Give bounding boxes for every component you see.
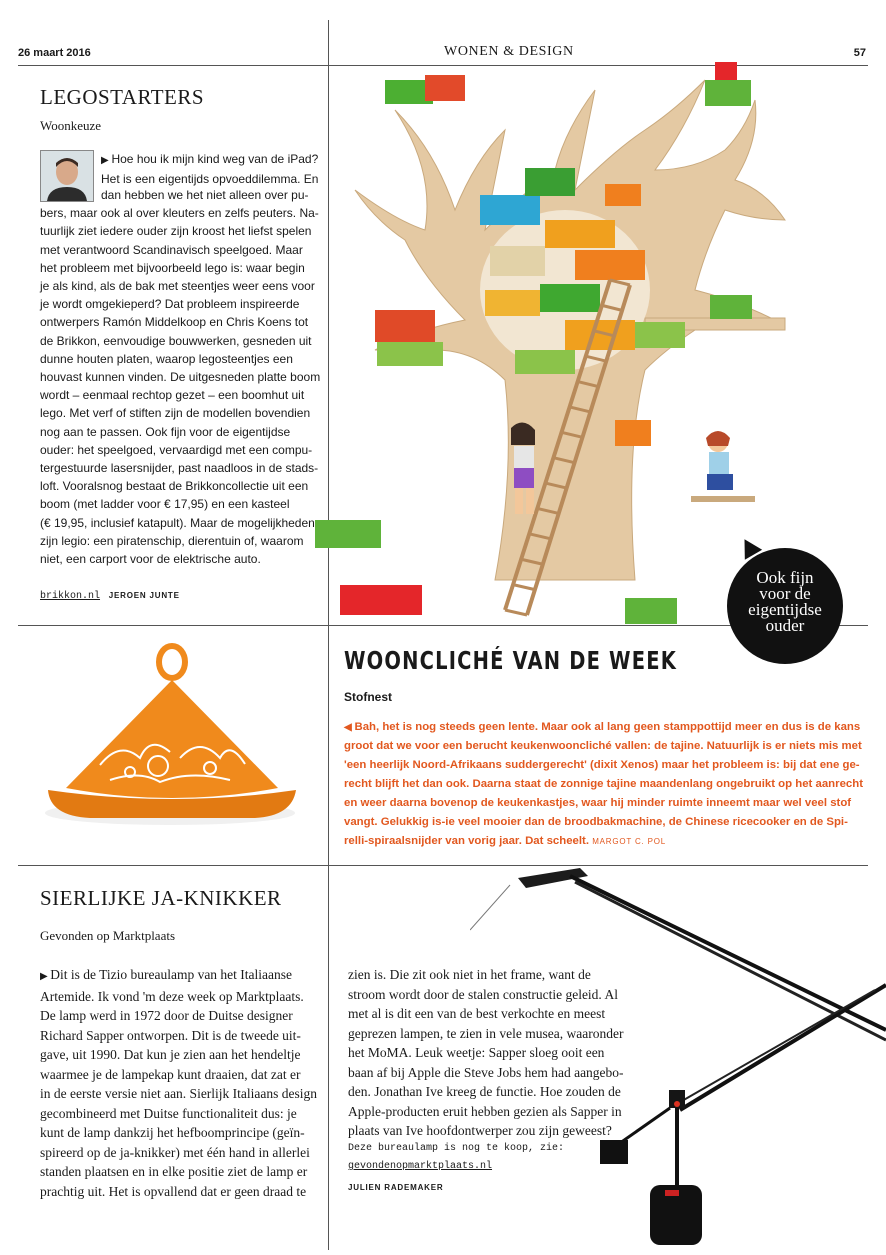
quote-line: Ook fijn — [756, 568, 814, 587]
body-line: lego. Met verf of stiften zijn de modellen bovendien — [40, 406, 311, 421]
article-title-legostarters: LEGOSTARTERS — [40, 85, 205, 109]
page-number: 57 — [853, 47, 866, 59]
body-line: geprezen lampen, te zien in vele musea, waaronder — [348, 1025, 624, 1041]
body-line: boom (met ladder voor € 17,95) en een kasteel — [40, 497, 290, 512]
arrow-left-icon: ◀ — [344, 722, 355, 733]
body-line: gecombineerd met Duitse functionaliteit dus: je — [40, 1105, 297, 1121]
quote-line: ouder — [765, 616, 805, 635]
brikkon-link[interactable]: brikkon.nl — [40, 591, 101, 602]
body-line: je als kind, als de bak met steentjes weer eens voor — [40, 279, 315, 294]
quote-bubble — [727, 548, 843, 664]
brikkon-tree-illustration — [315, 50, 875, 630]
body-line: met al is dit een van de best verkochte en meest — [348, 1006, 606, 1021]
body-line: dan hebben we het niet alleen over pu- — [101, 188, 309, 202]
body-line: in de eerste versie niet aan. Sierlijk Italiaans design — [40, 1086, 318, 1101]
author-credit: JULIEN RADEMAKER — [348, 1183, 444, 1192]
tajine-image — [30, 640, 320, 830]
author-credit: JEROEN JUNTE — [108, 591, 180, 600]
body-line: ▶ Hoe hou ik mijn kind weg van de iPad? — [101, 152, 319, 166]
body-line: plaats van Ive hoofdontwerper zou zijn geweest? — [348, 1123, 612, 1138]
issue-date: 26 maart 2016 — [18, 47, 91, 59]
ladder-rung — [513, 585, 535, 590]
body-line: dunne houten platen, waarop legosteentjes een — [40, 351, 293, 366]
body-line: ▶ Dit is de Tizio bureaulamp van het Italiaanse — [40, 967, 293, 982]
body-line: baan af bij Apple die Steve Jobs hem had aangebo- — [348, 1064, 624, 1080]
article-kicker: Gevonden op Marktplaats — [40, 928, 176, 943]
quote-line: voor de — [759, 584, 811, 603]
middle-column-rule — [328, 625, 329, 865]
body-line: 'een heerlijk Noord-Afrikaans suddergerecht' (dixit Xenos) maar het probleem is: bij dat ene ge- — [344, 759, 860, 771]
article2-body — [344, 718, 874, 851]
body-line: de Brikkon, eenvoudige bouwwerken, gesneden uit — [40, 333, 312, 348]
body-line: den. Jonathan Ive kreeg de functie. Hoe zouden de — [348, 1084, 621, 1099]
body-line: spireerd op de ja-knikker) met één hand in allerlei — [40, 1144, 310, 1160]
author-credit: MARGOT C. POL — [592, 837, 667, 846]
article1-body — [40, 186, 325, 568]
body-line: recht blijft het dan ook. Daarna staat de zonnige tajine maandenlang ongebruikt op het aanrecht — [344, 778, 863, 790]
body-line: nog aan te passen. Ook fijn voor de eigentijdse — [40, 424, 291, 439]
body-line: tuurlijk ziet iedere ouder zijn kroost het liefst spelen — [40, 224, 312, 239]
body-line: Artemide. Ik vond 'm deze week op Marktplaats. — [40, 988, 304, 1004]
body-line: groot dat we voor een berucht keukenwooncliché vallen: de tajine. Natuurlijk is er niets mis met — [344, 740, 862, 752]
body-line: kunt de lamp dankzij het hefboomprincipe (geïn- — [40, 1125, 305, 1140]
body-line: zijn legio: een piratenschip, dierentuin of, waarom — [40, 533, 304, 548]
body-line: het MoMA. Leuk weetje: Sapper sloeg ooit een — [348, 1045, 605, 1060]
body-line: wordt – eenmaal rechtop gezet – een boomhut uit — [40, 388, 305, 403]
article-kicker: Woonkeuze — [40, 118, 102, 133]
body-line: bers, maar ook al over kleuters en zelfs peuters. Na- — [40, 206, 319, 221]
body-line: prachtig uit. Het is opvallend dat er geen draad te — [40, 1183, 307, 1199]
body-line: (€ 19,95, inclusief katapult). Maar de mogelijkheden — [40, 515, 315, 530]
body-line: ontwerpers Ramón Middelkoop en Chris Koens tot — [40, 315, 309, 330]
body-line: relli-spiraalsnijder van vorig jaar. Dat scheelt. MARGOT C. POL — [344, 835, 667, 847]
body-line: zien is. Die zit ook niet in het frame, want de — [348, 967, 591, 982]
body-line: De lamp werd in 1972 door de Duitse designer — [40, 1008, 293, 1023]
quote-line: eigentijdse — [748, 600, 822, 619]
sale-note: Deze bureaulamp is nog te koop, zie: — [348, 1143, 565, 1154]
article-kicker: Stofnest — [344, 690, 392, 704]
body-line: stroom wordt door de stalen constructie geleid. Al — [348, 986, 618, 1002]
body-line: ◀ Bah, het is nog steeds geen lente. Maar ook al lang geen stamppottijd meer en dus is de kans — [344, 721, 861, 733]
marktplaats-link[interactable]: gevondenopmarktplaats.nl — [348, 1161, 493, 1172]
article-title-ja-knikker: SIERLIJKE JA-KNIKKER — [40, 886, 282, 910]
ladder-rung — [505, 610, 527, 615]
tizio-lamp-image — [470, 860, 886, 1250]
arrow-icon: ▶ — [101, 155, 112, 166]
body-line: loft. Vooralsnog bestaat de Brikkoncollectie uit een — [40, 479, 309, 494]
arrow-icon: ▶ — [40, 971, 51, 982]
body-line: waarmee je de lampekap kunt draaien, dat zat er — [40, 1066, 301, 1082]
body-line: vangt. Gelukkig is-ie veel mooier dan de broodbakmachine, de Chinese ricecooker en de Spi- — [344, 816, 848, 828]
article3-col1 — [40, 965, 325, 1201]
article-title-woonclich: WOONCLICHÉ VAN DE WEEK — [344, 646, 677, 675]
body-line: houvast kunnen vinden. De uitgesneden platte boom — [40, 370, 321, 385]
body-line: Richard Sapper ontworpen. Dit is de tweede uit- — [40, 1027, 301, 1043]
body-line: tergestuurde lasersnijder, past naadloos in de stads- — [40, 461, 319, 476]
section-name: WONEN & DESIGN — [444, 44, 574, 59]
body-line: niet, een carport voor de elektrische auto. — [40, 552, 261, 567]
body-line: en weer daarna bovenop de keukenkastjes, waar hij minder ruimte inneemt maar wel veel stof — [344, 797, 852, 809]
body-line: gave, uit 1990. Dat kun je zien aan het hendeltje — [40, 1047, 301, 1062]
body-line: standen plaatsen en in elke positie ziet de lamp er — [40, 1164, 308, 1179]
body-line: het probleem met bijvoorbeeld lego is: waar begin — [40, 260, 305, 275]
bottom-column-rule — [328, 865, 329, 1250]
body-line: je wordt omgekieperd? Dat probleem inspireerde — [40, 297, 300, 312]
body-line: ouder: het speelgoed, vervaardigd met een compu- — [40, 442, 313, 457]
body-line: met verantwoord Scandinavisch speelgoed. Maar — [40, 242, 303, 257]
body-line: Het is een eigentijds opvoeddilemma. En — [101, 172, 319, 187]
body-line: Apple-producten eruit hebben gezien als Sapper in — [348, 1103, 622, 1119]
